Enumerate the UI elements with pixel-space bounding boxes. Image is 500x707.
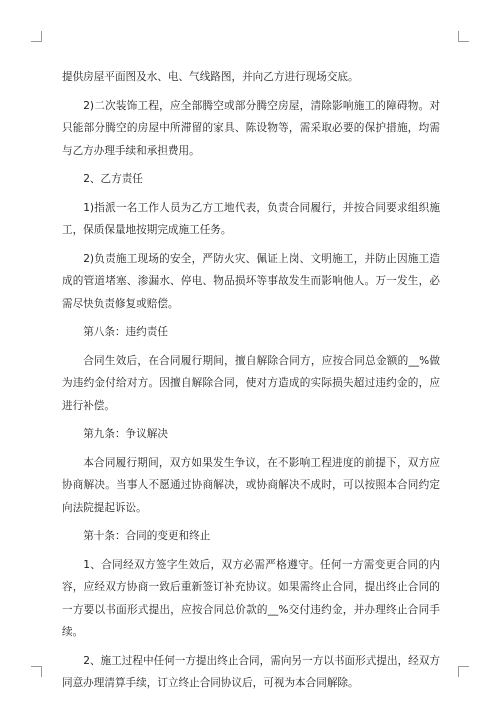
paragraph-7: 合同生效后，在合同履行期间，擅自解除合同方，应按合同总金额的__%做为违约金付给对方。因擅自解除合同，使对方造成的实际损失超过违约金的，应进行补偿。 [62, 354, 440, 412]
article-9-heading: 第九条：争议解决 [83, 428, 168, 440]
paragraph-11: 1、合同经双方签字生效后，双方必需严格遵守。任何一方需变更合同的内容，应经双方协商一致后重新签订补充协议。如果需终止合同，提出终止合同的一方要以书面形式提出，应按合同总价款的__%交付违约金，并办理终止合同手续。 [62, 558, 440, 638]
paragraph-12: 2、施工过程中任何一方提出终止合同，需向另一方以书面形式提出，经双方同意办理清算手续，订立终止合同协议后，可视为本合同解除。 [62, 654, 440, 689]
article-10-heading: 第十条：合同的变更和终止 [83, 530, 211, 542]
article-8-heading: 第八条：违约责任 [83, 326, 168, 338]
section-heading-party-b: 2、乙方责任 [83, 173, 143, 185]
paragraph-4: 1)指派一名工作人员为乙方工地代表，负责合同履行，并按合同要求组织施工，保质保量地按期完成施工任务。 [62, 201, 440, 236]
crop-mark-bottom-right [458, 666, 469, 677]
paragraph-2: 2)二次装饰工程，应全部腾空或部分腾空房屋，清除影响施工的障碍物。对只能部分腾空的房屋中所滞留的家具、陈设物等，需采取必要的保护措施，均需与乙方办理手续和承担费用。 [62, 99, 440, 157]
crop-mark-top-right [458, 31, 469, 42]
paragraph-5: 2)负责施工现场的安全，严防火灾、佩证上岗、文明施工，并防止因施工造成的管道堵塞、渗漏水、停电、物品损坏等事故发生而影响他人。万一发生，必需尽快负责修复或赔偿。 [62, 252, 440, 310]
crop-mark-bottom-left [31, 666, 42, 677]
crop-mark-top-left [31, 31, 42, 42]
paragraph-9: 本合同履行期间，双方如果发生争议，在不影响工程进度的前提下，双方应协商解决。当事人不愿通过协商解决，或协商解决不成时，可以按照本合同约定向法院提起诉讼。 [62, 456, 440, 514]
document-body [62, 66, 440, 701]
paragraph-1: 提供房屋平面图及水、电、气线路图，并向乙方进行现场交底。 [62, 71, 359, 83]
